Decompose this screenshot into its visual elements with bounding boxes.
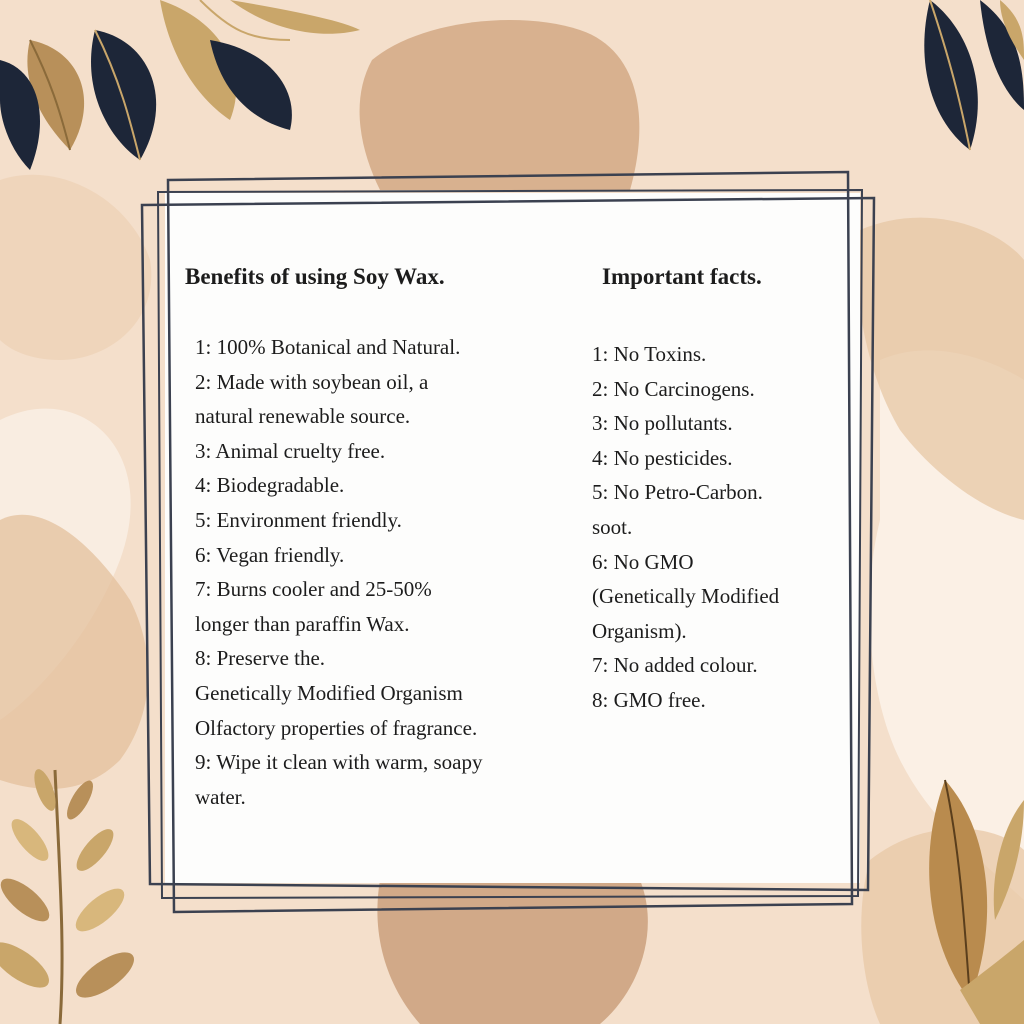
list-item: 2: Made with soybean oil, a	[195, 369, 429, 394]
list-item: 3: Animal cruelty free.	[195, 438, 386, 463]
list-item: 9: Wipe it clean with warm, soapy	[195, 750, 483, 775]
list-item: 7: No added colour.	[592, 653, 758, 678]
list-item: 4: No pesticides.	[592, 445, 733, 470]
list-item: Organism).	[592, 618, 687, 643]
list-item: 8: Preserve the.	[195, 646, 326, 671]
benefits-column	[185, 263, 565, 814]
info-card	[165, 193, 860, 883]
list-item: 6: Vegan friendly.	[195, 542, 345, 567]
benefits-list	[185, 330, 565, 814]
facts-column	[582, 263, 852, 718]
benefits-heading: Benefits of using Soy Wax.	[185, 264, 445, 289]
list-item: water.	[195, 784, 246, 809]
list-item: 3: No pollutants.	[592, 411, 733, 436]
facts-heading: Important facts.	[602, 264, 762, 289]
list-item: soot.	[592, 514, 633, 539]
list-item: 7: Burns cooler and 25-50%	[195, 577, 432, 602]
list-item: 2: No Carcinogens.	[592, 376, 755, 401]
list-item: 1: 100% Botanical and Natural.	[195, 335, 461, 359]
stain-bottom	[377, 880, 647, 1024]
list-item: 5: Environment friendly.	[195, 507, 402, 532]
stain-top	[360, 20, 640, 190]
list-item: Olfactory properties of fragrance.	[195, 715, 478, 740]
list-item: Genetically Modified Organism	[195, 680, 463, 705]
list-item: 6: No GMO	[592, 549, 694, 574]
list-item: 1: No Toxins.	[592, 342, 707, 366]
list-item: natural renewable source.	[195, 404, 411, 429]
list-item: 4: Biodegradable.	[195, 473, 345, 498]
list-item: 5: No Petro-Carbon.	[592, 480, 763, 505]
list-item: 8: GMO free.	[592, 687, 706, 712]
list-item: (Genetically Modified	[592, 584, 780, 609]
facts-list	[582, 337, 852, 718]
list-item: longer than paraffin Wax.	[195, 611, 410, 636]
